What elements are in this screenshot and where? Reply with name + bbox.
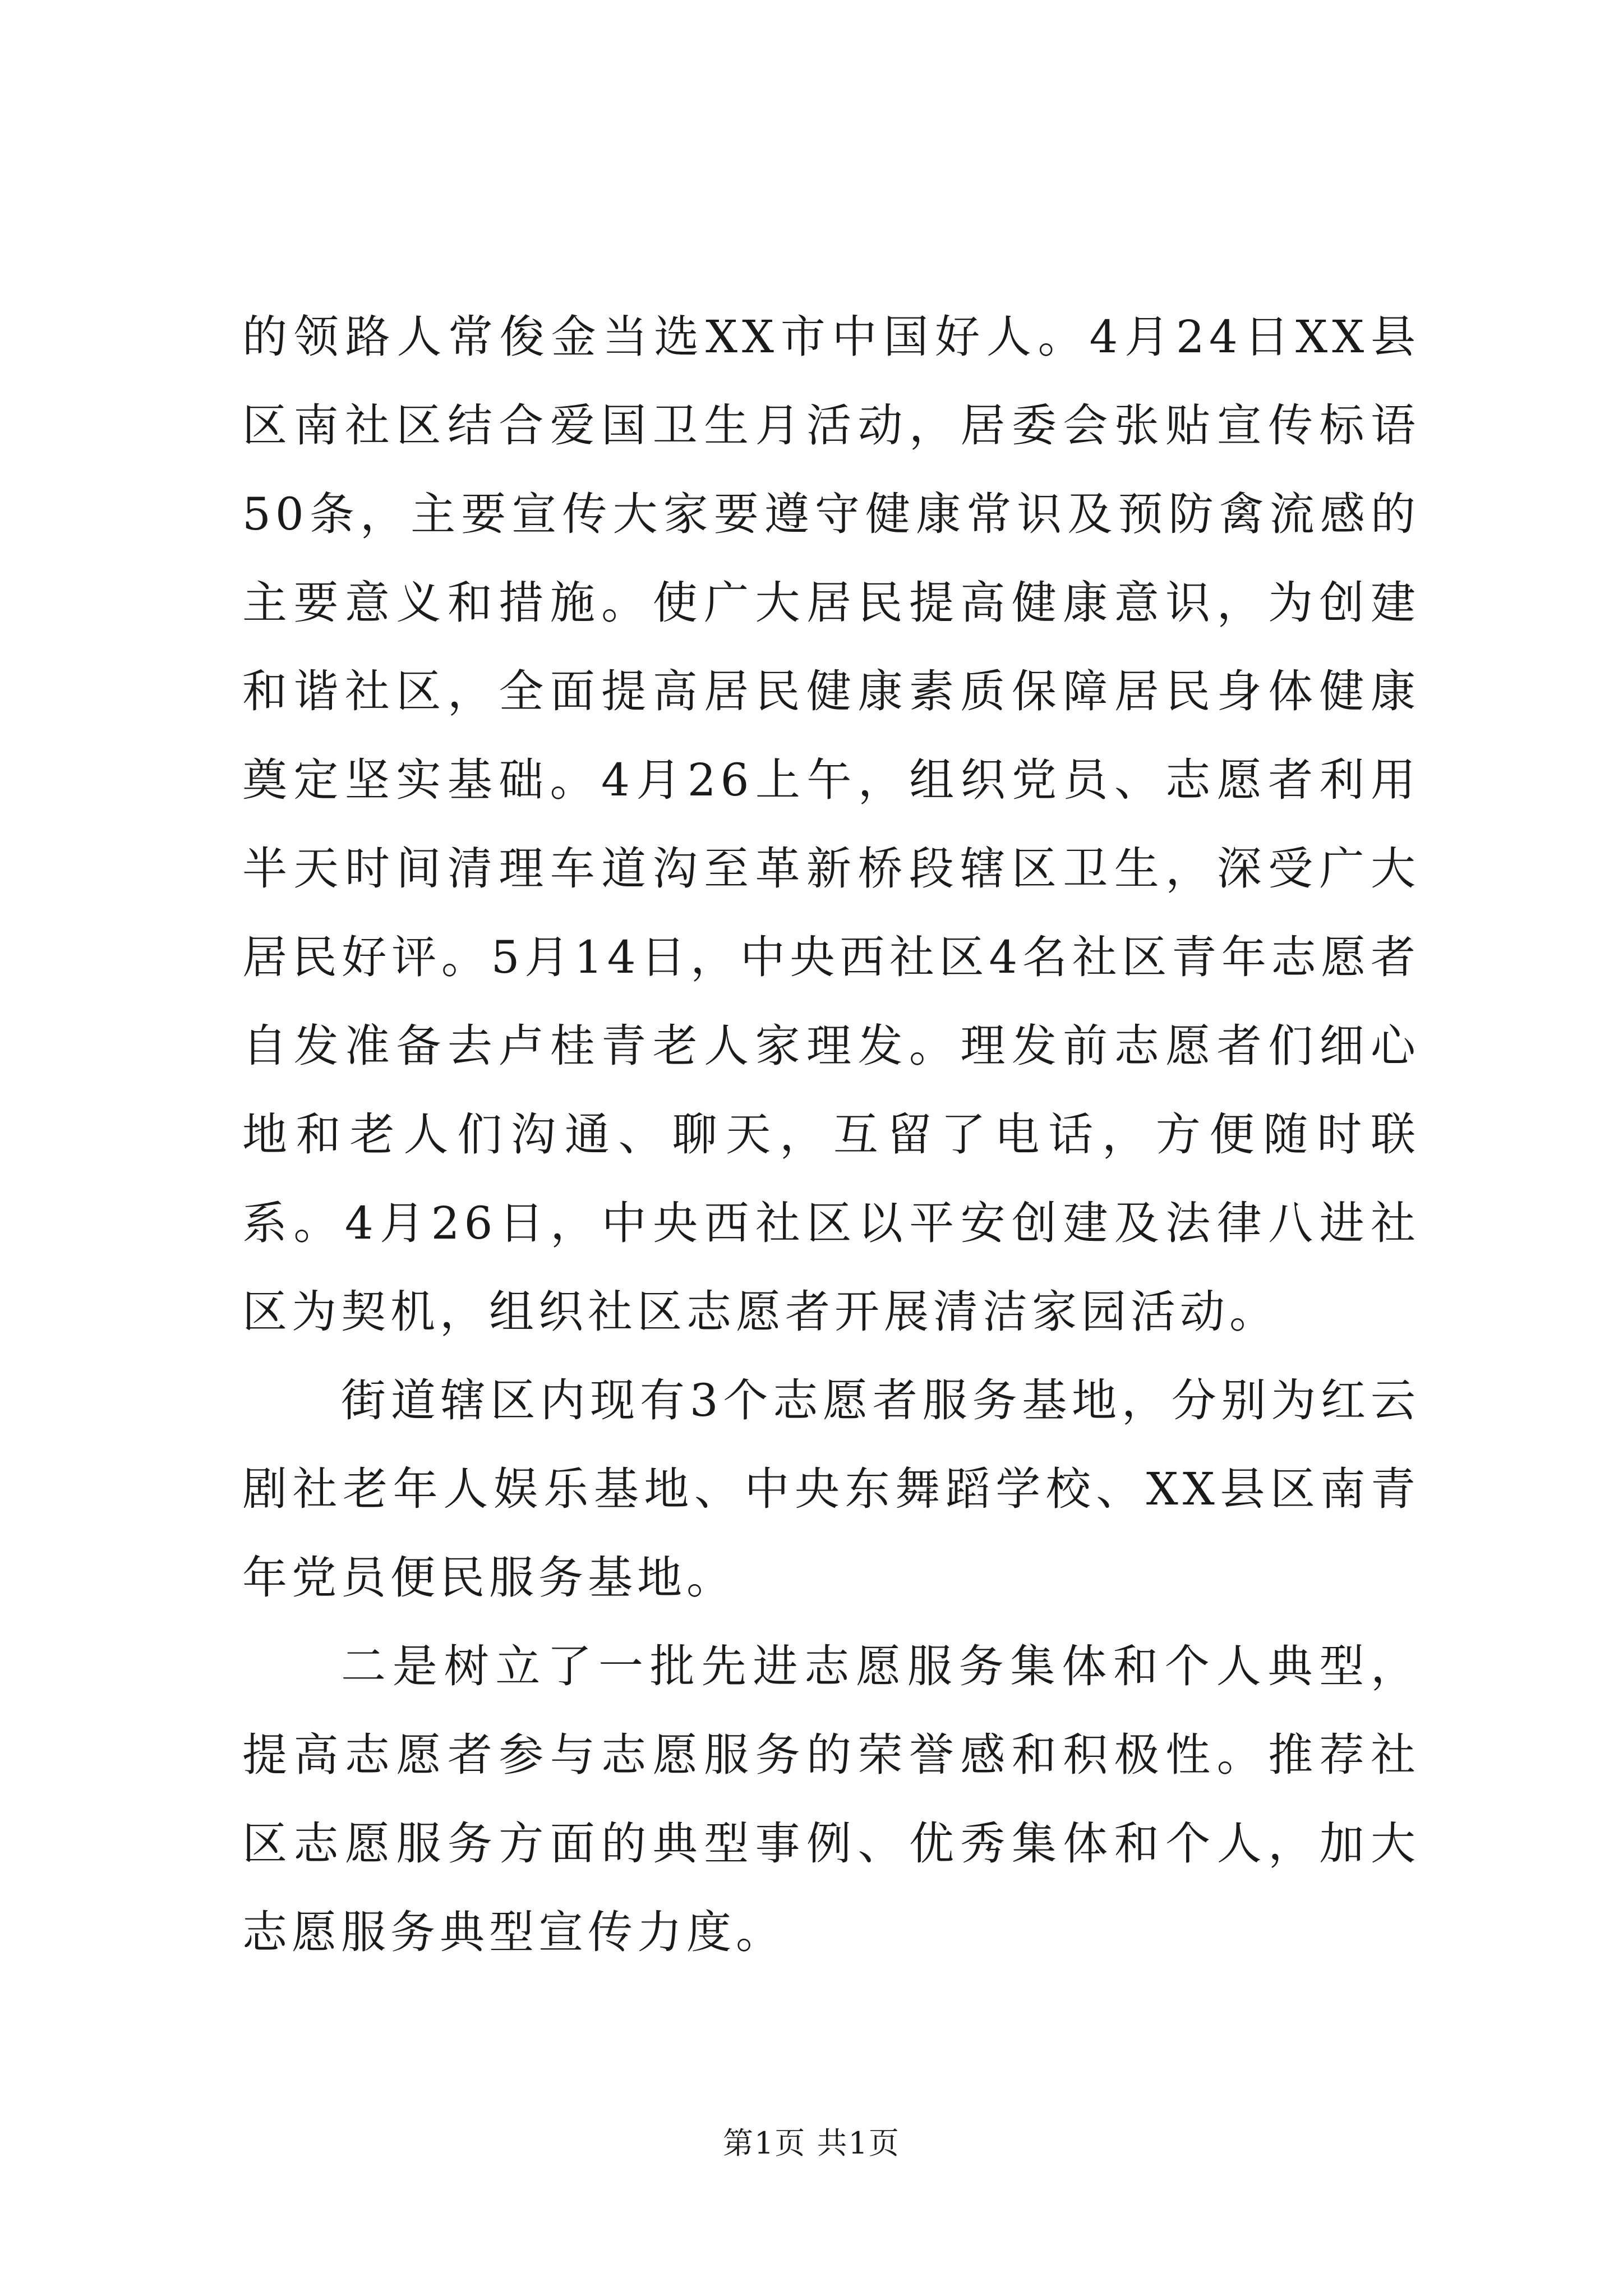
page-footer: 第1页 共1页 — [723, 2125, 900, 2161]
paragraph-volunteer-bases: 街道辖区内现有3个志愿者服务基地，分别为红云剧社老年人娱乐基地、中央东舞蹈学校、XX县区南青年党员便民服务基地。 — [242, 1374, 1420, 1604]
document-body — [242, 293, 1420, 1977]
paragraph-continued: 的领路人常俊金当选XX市中国好人。4月24日XX县区南社区结合爱国卫生月活动，居委会张贴宣传标语50条，主要宣传大家要遵守健康常识及预防禽流感的主要意义和措施。使广大居民提高健康意识，为创建和谐社区，全面提高居民健康素质保障居民身体健康奠定坚实基础。4月26上午，组织党员、志愿者利用半天时间清理车道沟至革新桥段辖区卫生，深受广大居民好评。5月14日，中央西社区4名社区青年志愿者自发准备去卢桂青老人家理发。理发前志愿者们细心地和老人们沟通、聊天，互留了电话，方便随时联系。4月26日，中央西社区以平安创建及法律八进社区为契机，组织社区志愿者开展清洁家园活动。 — [242, 311, 1420, 1338]
paragraph-advanced-models: 二是树立了一批先进志愿服务集体和个人典型，提高志愿者参与志愿服务的荣誉感和积极性。推荐社区志愿服务方面的典型事例、优秀集体和个人，加大志愿服务典型宣传力度。 — [242, 1640, 1420, 1958]
